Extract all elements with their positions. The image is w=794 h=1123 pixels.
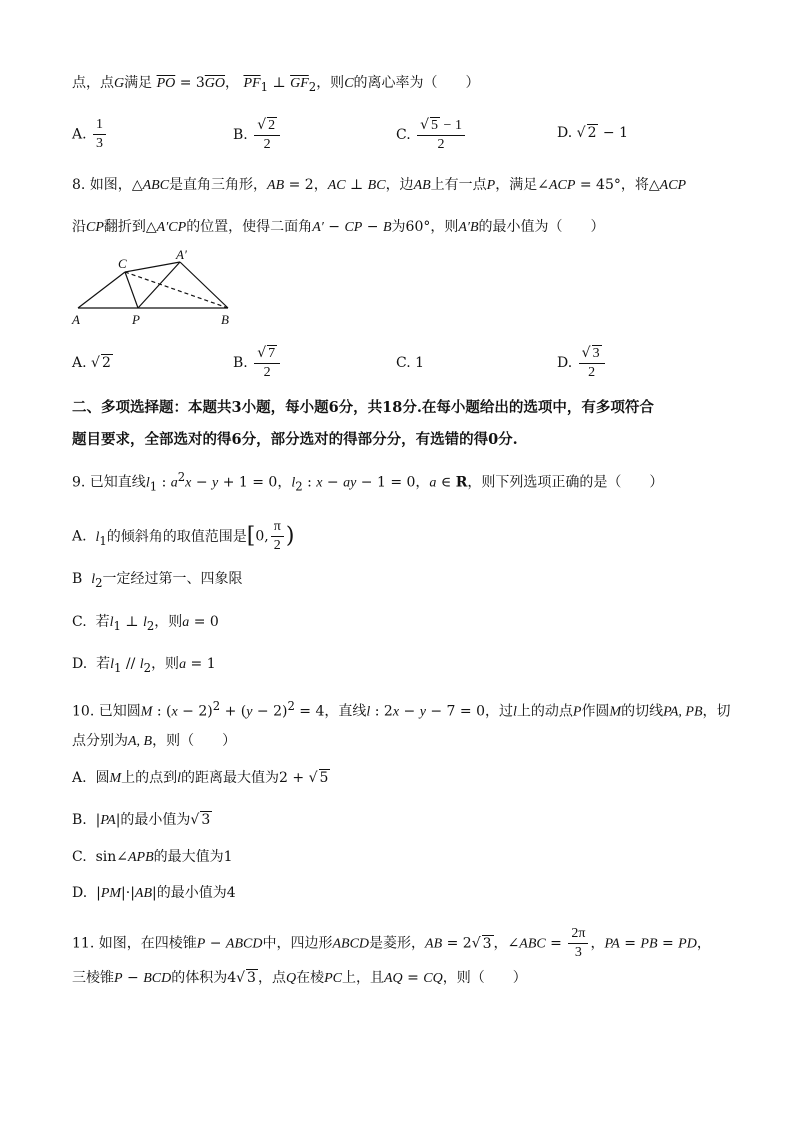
q7-option-c-value: $\frac{√ 5 - 1}{2}$ bbox=[417, 116, 465, 154]
q8-option-d: D. $\frac{√ 3}{2}$ bbox=[557, 344, 607, 382]
section-heading-line1: 二、多项选择题：本题共3小题，每小题6分，共18分.在每小题给出的选项中，有多项符合 bbox=[72, 399, 654, 416]
q10-line2: 点分别为A, B，则（ ） bbox=[72, 733, 237, 749]
segment-cp bbox=[125, 272, 138, 308]
q7-option-d-value: √ 2 − 1 bbox=[576, 125, 629, 141]
label-b: B bbox=[221, 312, 229, 327]
q8-option-c: C. 1 bbox=[396, 355, 425, 371]
label-c: C bbox=[118, 256, 127, 271]
q10-option-d: D. |PM|·|AB|的最小值为4 bbox=[72, 885, 236, 901]
q7-option-b: B. $\frac{√ 2}{2}$ bbox=[233, 116, 282, 154]
q8-line1: 8. 如图，△ABC是直角三角形，AB = 2，AC ⊥ BC，边AB上有一点P，满足∠ACP = 45°，将△ACP bbox=[72, 177, 687, 193]
q8-figure bbox=[68, 248, 243, 328]
q8-line2: 沿CP翻折到△A′CP的位置，使得二面角A′ − CP − B为60°，则A′B的最小值为（ ） bbox=[72, 219, 605, 235]
q8-option-a-value: √ 2 bbox=[91, 355, 111, 371]
q7-option-a: A. $\frac{1}{3}$ bbox=[72, 116, 108, 153]
q10-option-c: C. sin∠APB的最大值为1 bbox=[72, 849, 233, 865]
label-a-prime: A′ bbox=[176, 248, 187, 262]
q9-option-d: D. 若$l_1 // l_2$，则a = 1 bbox=[72, 656, 216, 675]
segment-ac bbox=[78, 272, 125, 308]
q7-option-a-value: $\frac{1}{3}$ bbox=[93, 116, 106, 153]
segment-cb bbox=[125, 272, 228, 308]
q8-option-b: B. $\frac{√ 7}{2}$ bbox=[233, 344, 282, 382]
q7-option-b-value: $\frac{√ 2}{2}$ bbox=[254, 116, 280, 154]
q9-stem: 9. 已知直线$l_1$ : $a^2x - y + 1 = 0$，$l_2$ : x − ay − 1 = 0，a ∈ R，则下列选项正确的是（ ） bbox=[72, 470, 664, 494]
label-a: A bbox=[72, 312, 80, 327]
section-heading-line2: 题目要求，全部选对的得6分，部分选对的得部分分，有选错的得0分. bbox=[72, 431, 518, 448]
q10-line1: 10. 已知圆M : $(x - 2)^2 + (y - 2)^2 = 4$，直线l : 2x − y − 7 = 0，过l上的动点P作圆M的切线PA, PB，切 bbox=[72, 699, 731, 720]
q9-option-a: A. $l_1$的倾斜角的取值范围是[0, $\frac{\pi}{2}$ ) bbox=[72, 519, 295, 553]
q8-option-c-value: 1 bbox=[415, 355, 425, 371]
segment-a-prime-b bbox=[180, 262, 228, 308]
q10-option-b: B. |PA|的最小值为√ 3 bbox=[72, 812, 211, 828]
q7-stem: 点，点G满足 $\overline{PO} = 3\overline{GO}$， $\overline{PF}_1$ ⊥ $\overline{GF}_2$，则C的离心率为（ ） bbox=[72, 75, 480, 94]
q8-option-a: A. √ 2 bbox=[72, 355, 111, 371]
q7-option-d: D. √ 2 − 1 bbox=[557, 125, 629, 141]
q9-option-c: C. 若$l_1$ ⊥ $l_2$，则a = 0 bbox=[72, 614, 219, 633]
label-p: P bbox=[132, 312, 140, 327]
q8-option-d-value: $\frac{√ 3}{2}$ bbox=[579, 344, 605, 382]
q11-line2: 三棱锥P − BCD的体积为4√ 3 ，点Q在棱PC上，且AQ = CQ，则（ ） bbox=[72, 970, 527, 986]
q10-option-a: A. 圆M上的点到l的距离最大值为2 + √ 5 bbox=[72, 770, 329, 786]
q8-option-b-value: $\frac{√ 7}{2}$ bbox=[254, 344, 280, 382]
q11-line1: 11. 如图，在四棱锥P − ABCD中，四边形ABCD是菱形，AB = 2√ 3 ，∠ABC = $\frac{2\pi}{3}$ ，PA = PB = PD， bbox=[72, 926, 711, 960]
q9-option-b: B $l_2$一定经过第一、四象限 bbox=[72, 571, 243, 590]
q7-option-c: C. $\frac{√ 5 - 1}{2}$ bbox=[396, 116, 467, 154]
